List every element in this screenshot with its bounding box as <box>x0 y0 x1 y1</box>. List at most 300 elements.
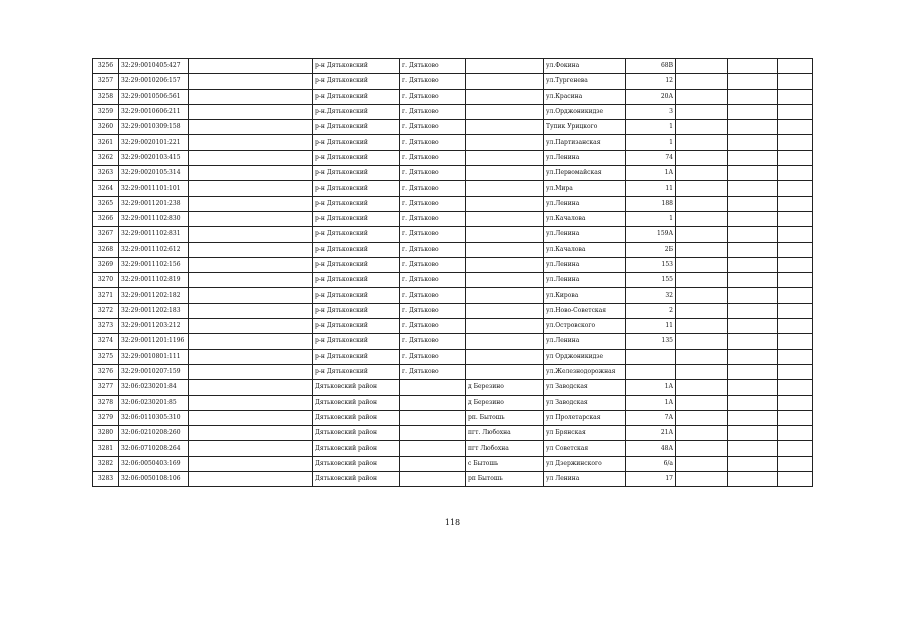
house-number-cell <box>626 364 676 379</box>
cadastral-number-cell: 32:06:0050108:106 <box>119 472 189 487</box>
blank-cell <box>189 181 313 196</box>
table-row <box>93 257 813 272</box>
house-number-cell: 188 <box>626 196 676 211</box>
house-number-cell: 1А <box>626 395 676 410</box>
blank-cell <box>189 150 313 165</box>
house-number-cell: 2Б <box>626 242 676 257</box>
settlement-cell <box>466 273 544 288</box>
city-cell: г. Дятьково <box>400 227 466 242</box>
cadastral-number-cell: 32:29:0011201:238 <box>119 196 189 211</box>
blank-cell <box>676 181 728 196</box>
blank-cell <box>778 242 813 257</box>
cadastral-number-cell: 32:06:0230201:84 <box>119 380 189 395</box>
district-cell: р-н Дятьковский <box>313 349 400 364</box>
cadastral-number-cell: 32:29:0010506:561 <box>119 89 189 104</box>
settlement-cell: д Березино <box>466 395 544 410</box>
table-row <box>93 288 813 303</box>
district-cell: Дятьковский район <box>313 380 400 395</box>
blank-cell <box>728 273 778 288</box>
street-cell: ул Брянская <box>544 426 626 441</box>
district-cell: р-н Дятьковский <box>313 303 400 318</box>
settlement-cell <box>466 104 544 119</box>
row-number-cell: 3257 <box>93 74 119 89</box>
blank-cell <box>676 166 728 181</box>
city-cell: г. Дятьково <box>400 74 466 89</box>
table-row <box>93 135 813 150</box>
blank-cell <box>189 257 313 272</box>
table-row <box>93 196 813 211</box>
cadastral-number-cell: 32:29:0010405:427 <box>119 59 189 74</box>
row-number-cell: 3283 <box>93 472 119 487</box>
blank-cell <box>676 472 728 487</box>
table-row <box>93 380 813 395</box>
settlement-cell <box>466 319 544 334</box>
row-number-cell: 3272 <box>93 303 119 318</box>
blank-cell <box>778 150 813 165</box>
settlement-cell: рп. Бытошь <box>466 410 544 425</box>
blank-cell <box>778 59 813 74</box>
blank-cell <box>189 395 313 410</box>
blank-cell <box>728 196 778 211</box>
row-number-cell: 3280 <box>93 426 119 441</box>
house-number-cell: 6/а <box>626 456 676 471</box>
district-cell: р-н Дятьковский <box>313 273 400 288</box>
table-row <box>93 59 813 74</box>
settlement-cell: пгт. Любохна <box>466 426 544 441</box>
blank-cell <box>189 166 313 181</box>
blank-cell <box>728 150 778 165</box>
blank-cell <box>676 120 728 135</box>
cadastral-number-cell: 32:29:0011102:831 <box>119 227 189 242</box>
district-cell: Дятьковский район <box>313 395 400 410</box>
blank-cell <box>778 426 813 441</box>
settlement-cell: с Бытошь <box>466 456 544 471</box>
city-cell: г. Дятьково <box>400 319 466 334</box>
settlement-cell <box>466 89 544 104</box>
blank-cell <box>189 196 313 211</box>
house-number-cell: 1А <box>626 166 676 181</box>
cadastral-number-cell: 32:29:0020103:415 <box>119 150 189 165</box>
house-number-cell: 74 <box>626 150 676 165</box>
blank-cell <box>189 120 313 135</box>
street-cell: ул Дзержинского <box>544 456 626 471</box>
house-number-cell: 17 <box>626 472 676 487</box>
blank-cell <box>728 227 778 242</box>
district-cell: р-н Дятьковский <box>313 89 400 104</box>
blank-cell <box>778 89 813 104</box>
cadastral-number-cell: 32:29:0011102:612 <box>119 242 189 257</box>
city-cell <box>400 472 466 487</box>
blank-cell <box>778 120 813 135</box>
settlement-cell <box>466 196 544 211</box>
city-cell: г. Дятьково <box>400 303 466 318</box>
blank-cell <box>778 135 813 150</box>
city-cell: г. Дятьково <box>400 89 466 104</box>
house-number-cell: 21А <box>626 426 676 441</box>
blank-cell <box>189 211 313 226</box>
house-number-cell: 159А <box>626 227 676 242</box>
district-cell: р-н Дятьковский <box>313 196 400 211</box>
house-number-cell: 11 <box>626 319 676 334</box>
street-cell: ул.Ленина <box>544 257 626 272</box>
cadastral-number-cell: 32:06:0230201:85 <box>119 395 189 410</box>
table-row <box>93 89 813 104</box>
blank-cell <box>728 472 778 487</box>
blank-cell <box>676 150 728 165</box>
house-number-cell: 7А <box>626 410 676 425</box>
blank-cell <box>728 410 778 425</box>
cadastral-number-cell: 32:06:0110305:310 <box>119 410 189 425</box>
row-number-cell: 3268 <box>93 242 119 257</box>
blank-cell <box>676 395 728 410</box>
blank-cell <box>676 59 728 74</box>
district-cell: р-н Дятьковский <box>313 59 400 74</box>
blank-cell <box>728 104 778 119</box>
blank-cell <box>728 426 778 441</box>
blank-cell <box>676 319 728 334</box>
cadastral-number-cell: 32:29:0020101:221 <box>119 135 189 150</box>
district-cell: р-н Дятьковский <box>313 319 400 334</box>
blank-cell <box>676 364 728 379</box>
district-cell: р-н Дятьковский <box>313 120 400 135</box>
cadastral-number-cell: 32:29:0010206:157 <box>119 74 189 89</box>
district-cell: р-н Дятьковский <box>313 242 400 257</box>
blank-cell <box>728 334 778 349</box>
settlement-cell <box>466 166 544 181</box>
cadastral-number-cell: 32:06:0210208:260 <box>119 426 189 441</box>
city-cell: г. Дятьково <box>400 59 466 74</box>
blank-cell <box>778 364 813 379</box>
city-cell: г. Дятьково <box>400 273 466 288</box>
city-cell: г. Дятьково <box>400 334 466 349</box>
blank-cell <box>676 242 728 257</box>
district-cell: р-н Дятьковский <box>313 150 400 165</box>
settlement-cell <box>466 181 544 196</box>
house-number-cell: 11 <box>626 181 676 196</box>
blank-cell <box>778 380 813 395</box>
blank-cell <box>189 227 313 242</box>
table-row <box>93 349 813 364</box>
district-cell: р-н Дятьковский <box>313 227 400 242</box>
blank-cell <box>189 472 313 487</box>
district-cell: Дятьковский район <box>313 410 400 425</box>
cadastral-number-cell: 32:29:0011102:156 <box>119 257 189 272</box>
blank-cell <box>728 349 778 364</box>
table-row <box>93 410 813 425</box>
street-cell: ул.Ленина <box>544 227 626 242</box>
registry-table <box>92 58 813 487</box>
blank-cell <box>676 104 728 119</box>
cadastral-number-cell: 32:06:0710208:264 <box>119 441 189 456</box>
settlement-cell <box>466 135 544 150</box>
street-cell: ул.Островского <box>544 319 626 334</box>
blank-cell <box>728 303 778 318</box>
blank-cell <box>778 441 813 456</box>
blank-cell <box>676 441 728 456</box>
house-number-cell: 2 <box>626 303 676 318</box>
blank-cell <box>778 319 813 334</box>
street-cell: ул.Орджоникидзе <box>544 104 626 119</box>
street-cell: ул Советская <box>544 441 626 456</box>
cadastral-number-cell: 32:29:0011202:183 <box>119 303 189 318</box>
settlement-cell <box>466 349 544 364</box>
street-cell: ул.Ленина <box>544 196 626 211</box>
city-cell: г. Дятьково <box>400 242 466 257</box>
blank-cell <box>189 426 313 441</box>
table-row <box>93 456 813 471</box>
street-cell: ул.Партизанская <box>544 135 626 150</box>
district-cell: р-н Дятьковский <box>313 364 400 379</box>
table-row <box>93 150 813 165</box>
blank-cell <box>728 181 778 196</box>
blank-cell <box>728 89 778 104</box>
blank-cell <box>676 410 728 425</box>
city-cell: г. Дятьково <box>400 349 466 364</box>
settlement-cell <box>466 211 544 226</box>
settlement-cell <box>466 59 544 74</box>
city-cell: г. Дятьково <box>400 150 466 165</box>
street-cell: ул.Красина <box>544 89 626 104</box>
cadastral-number-cell: 32:29:0020105:314 <box>119 166 189 181</box>
house-number-cell: 135 <box>626 334 676 349</box>
street-cell: ул.Ленина <box>544 150 626 165</box>
house-number-cell: 12 <box>626 74 676 89</box>
row-number-cell: 3270 <box>93 273 119 288</box>
blank-cell <box>189 59 313 74</box>
settlement-cell: д Березино <box>466 380 544 395</box>
table-row <box>93 74 813 89</box>
blank-cell <box>778 227 813 242</box>
table-row <box>93 319 813 334</box>
blank-cell <box>778 273 813 288</box>
blank-cell <box>728 211 778 226</box>
cadastral-number-cell: 32:29:0010606:211 <box>119 104 189 119</box>
row-number-cell: 3273 <box>93 319 119 334</box>
blank-cell <box>728 257 778 272</box>
settlement-cell: рп Бытошь <box>466 472 544 487</box>
table-row <box>93 104 813 119</box>
blank-cell <box>778 104 813 119</box>
blank-cell <box>676 349 728 364</box>
house-number-cell: 1 <box>626 211 676 226</box>
blank-cell <box>189 349 313 364</box>
blank-cell <box>728 74 778 89</box>
table-row <box>93 441 813 456</box>
blank-cell <box>676 303 728 318</box>
row-number-cell: 3264 <box>93 181 119 196</box>
table-row <box>93 334 813 349</box>
cadastral-number-cell: 32:29:0011201:1196 <box>119 334 189 349</box>
blank-cell <box>189 319 313 334</box>
blank-cell <box>728 242 778 257</box>
settlement-cell <box>466 257 544 272</box>
settlement-cell <box>466 334 544 349</box>
row-number-cell: 3256 <box>93 59 119 74</box>
blank-cell <box>676 288 728 303</box>
house-number-cell: 32 <box>626 288 676 303</box>
district-cell: р-н Дятьковский <box>313 166 400 181</box>
house-number-cell: 48А <box>626 441 676 456</box>
city-cell: г. Дятьково <box>400 166 466 181</box>
row-number-cell: 3261 <box>93 135 119 150</box>
blank-cell <box>778 334 813 349</box>
house-number-cell: 3 <box>626 104 676 119</box>
blank-cell <box>676 227 728 242</box>
row-number-cell: 3275 <box>93 349 119 364</box>
street-cell: ул Ленина <box>544 472 626 487</box>
district-cell: р-н Дятьковский <box>313 334 400 349</box>
row-number-cell: 3259 <box>93 104 119 119</box>
table-row <box>93 181 813 196</box>
settlement-cell <box>466 303 544 318</box>
table-row <box>93 303 813 318</box>
blank-cell <box>676 211 728 226</box>
blank-cell <box>189 288 313 303</box>
blank-cell <box>778 181 813 196</box>
blank-cell <box>728 319 778 334</box>
settlement-cell <box>466 74 544 89</box>
blank-cell <box>728 135 778 150</box>
city-cell <box>400 380 466 395</box>
street-cell: ул Заводская <box>544 395 626 410</box>
street-cell: ул.Мира <box>544 181 626 196</box>
row-number-cell: 3267 <box>93 227 119 242</box>
blank-cell <box>778 456 813 471</box>
blank-cell <box>778 472 813 487</box>
street-cell: ул.Ленина <box>544 273 626 288</box>
blank-cell <box>676 273 728 288</box>
blank-cell <box>676 135 728 150</box>
blank-cell <box>728 288 778 303</box>
blank-cell <box>728 59 778 74</box>
settlement-cell <box>466 242 544 257</box>
city-cell <box>400 441 466 456</box>
house-number-cell: 1А <box>626 380 676 395</box>
district-cell: р-н Дятьковский <box>313 257 400 272</box>
blank-cell <box>189 242 313 257</box>
table-row <box>93 242 813 257</box>
cadastral-number-cell: 32:29:0010801:111 <box>119 349 189 364</box>
district-cell: Дятьковский район <box>313 472 400 487</box>
city-cell: г. Дятьково <box>400 211 466 226</box>
city-cell: г. Дятьково <box>400 196 466 211</box>
cadastral-number-cell: 32:29:0010309:158 <box>119 120 189 135</box>
blank-cell <box>189 380 313 395</box>
settlement-cell <box>466 288 544 303</box>
house-number-cell: 20А <box>626 89 676 104</box>
row-number-cell: 3282 <box>93 456 119 471</box>
row-number-cell: 3269 <box>93 257 119 272</box>
blank-cell <box>676 257 728 272</box>
street-cell: ул.Первомайская <box>544 166 626 181</box>
blank-cell <box>189 456 313 471</box>
blank-cell <box>189 364 313 379</box>
house-number-cell <box>626 349 676 364</box>
street-cell: ул.Ново-Советская <box>544 303 626 318</box>
row-number-cell: 3265 <box>93 196 119 211</box>
blank-cell <box>778 166 813 181</box>
district-cell: р-н Дятьковский <box>313 288 400 303</box>
blank-cell <box>728 120 778 135</box>
city-cell <box>400 410 466 425</box>
table-row <box>93 273 813 288</box>
table-row <box>93 472 813 487</box>
blank-cell <box>676 380 728 395</box>
row-number-cell: 3279 <box>93 410 119 425</box>
row-number-cell: 3278 <box>93 395 119 410</box>
row-number-cell: 3276 <box>93 364 119 379</box>
house-number-cell: 1 <box>626 135 676 150</box>
blank-cell <box>189 410 313 425</box>
blank-cell <box>728 456 778 471</box>
cadastral-number-cell: 32:29:0011101:101 <box>119 181 189 196</box>
table-row <box>93 211 813 226</box>
blank-cell <box>728 364 778 379</box>
city-cell: г. Дятьково <box>400 288 466 303</box>
blank-cell <box>676 456 728 471</box>
blank-cell <box>778 410 813 425</box>
cadastral-number-cell: 32:29:0011102:819 <box>119 273 189 288</box>
house-number-cell: 153 <box>626 257 676 272</box>
street-cell: ул Орджоникидзе <box>544 349 626 364</box>
settlement-cell <box>466 364 544 379</box>
blank-cell <box>676 196 728 211</box>
settlement-cell <box>466 120 544 135</box>
table-row <box>93 120 813 135</box>
cadastral-number-cell: 32:06:0050403:169 <box>119 456 189 471</box>
city-cell: г. Дятьково <box>400 181 466 196</box>
row-number-cell: 3274 <box>93 334 119 349</box>
street-cell: ул.Железнодорожная <box>544 364 626 379</box>
blank-cell <box>778 395 813 410</box>
blank-cell <box>189 89 313 104</box>
blank-cell <box>778 74 813 89</box>
blank-cell <box>189 303 313 318</box>
cadastral-number-cell: 32:29:0011202:182 <box>119 288 189 303</box>
city-cell <box>400 456 466 471</box>
blank-cell <box>778 288 813 303</box>
street-cell: ул.Фокина <box>544 59 626 74</box>
settlement-cell <box>466 227 544 242</box>
house-number-cell: 68В <box>626 59 676 74</box>
blank-cell <box>778 196 813 211</box>
blank-cell <box>189 74 313 89</box>
row-number-cell: 3277 <box>93 380 119 395</box>
district-cell: р-н Дятьковский <box>313 135 400 150</box>
district-cell: Дятьковский район <box>313 426 400 441</box>
blank-cell <box>189 273 313 288</box>
district-cell: Дятьковский район <box>313 456 400 471</box>
cadastral-number-cell: 32:29:0011203:212 <box>119 319 189 334</box>
blank-cell <box>778 257 813 272</box>
row-number-cell: 3271 <box>93 288 119 303</box>
row-number-cell: 3281 <box>93 441 119 456</box>
blank-cell <box>189 334 313 349</box>
city-cell: г. Дятьково <box>400 120 466 135</box>
blank-cell <box>778 349 813 364</box>
table-row <box>93 364 813 379</box>
table-row <box>93 426 813 441</box>
city-cell: г. Дятьково <box>400 364 466 379</box>
cadastral-number-cell: 32:29:0010207:159 <box>119 364 189 379</box>
blank-cell <box>728 395 778 410</box>
blank-cell <box>189 441 313 456</box>
row-number-cell: 3262 <box>93 150 119 165</box>
street-cell: ул Заводская <box>544 380 626 395</box>
row-number-cell: 3258 <box>93 89 119 104</box>
blank-cell <box>676 74 728 89</box>
street-cell: Тупик Урицкого <box>544 120 626 135</box>
